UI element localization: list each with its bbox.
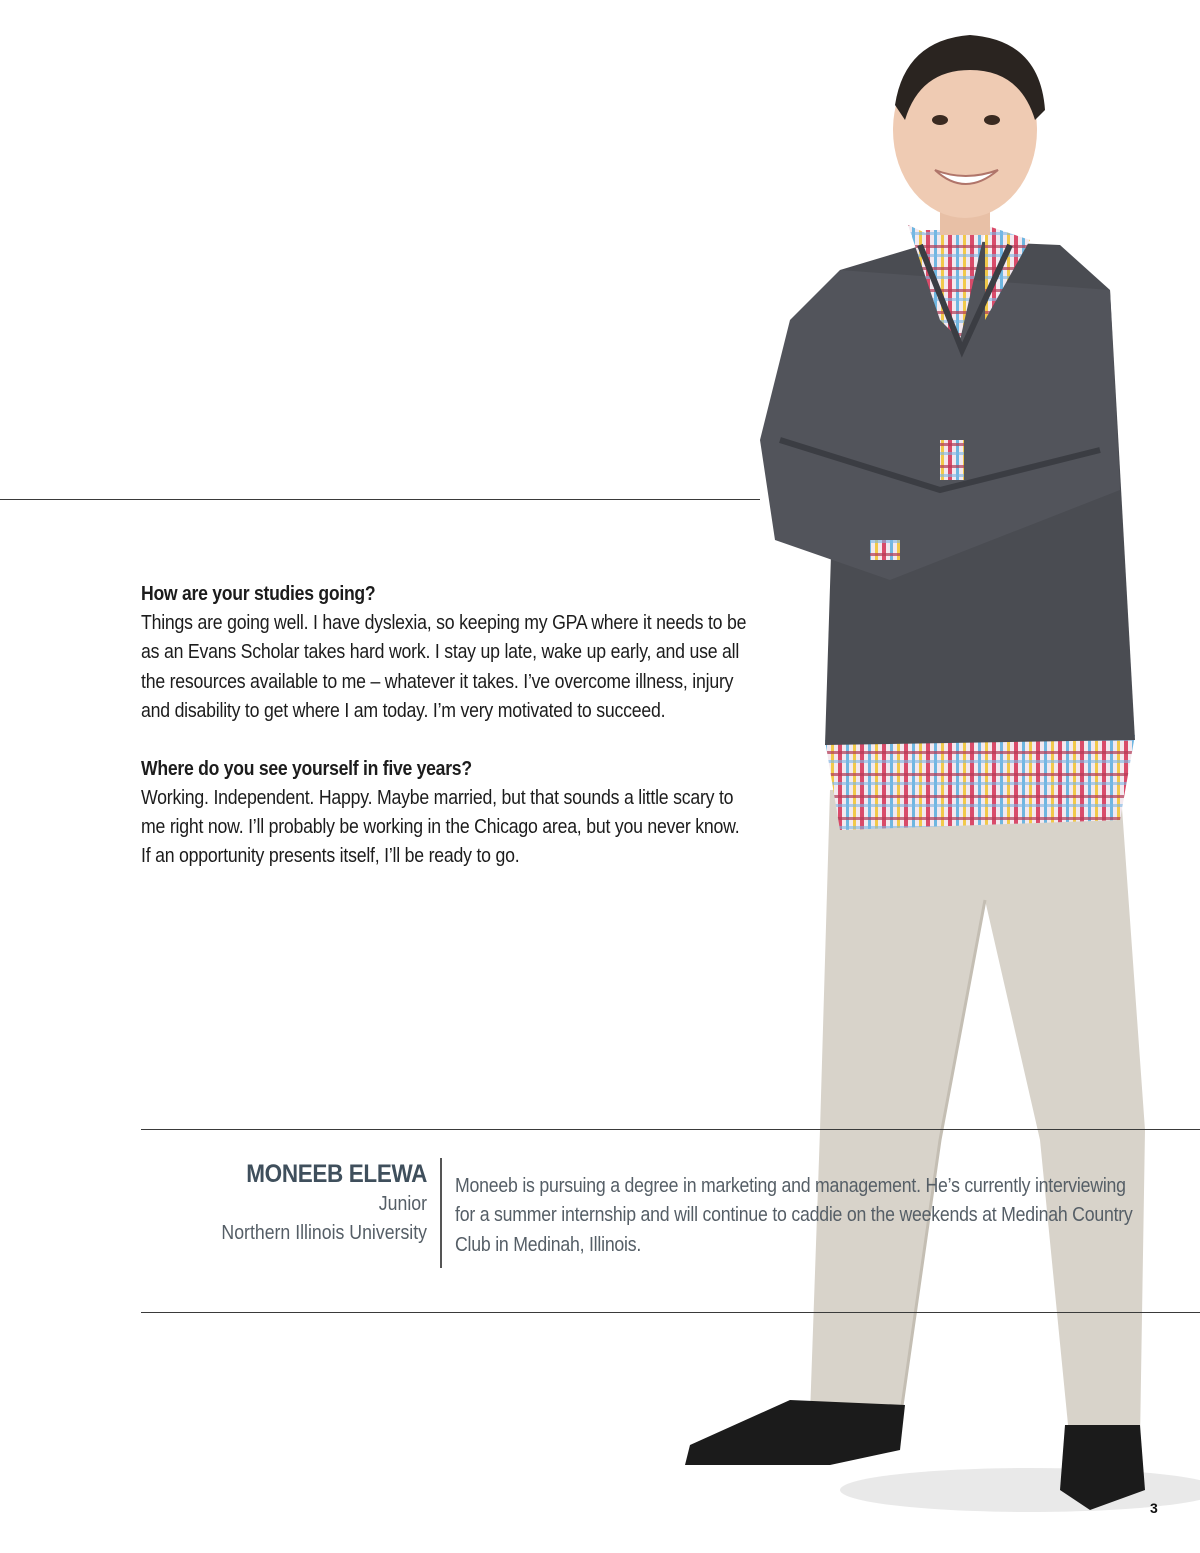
answer-text: Things are going well. I have dyslexia, so keeping my GPA where it needs to be as an Evans Scholar takes hard work. I stay up late, wake up early, and use all the resources available to me – whatever it takes. I’ve overcome illness, injury and disability to get where I am today. I’m very motivated to succeed. (141, 612, 747, 723)
answer-text: Working. Independent. Happy. Maybe married, but that sounds a little scary to me right now. I’ll probably be working in the Chicago area, but you never know. If an opportunity presents itself, I’ll be ready to go. (141, 786, 740, 868)
profile-top-rule (141, 1129, 1200, 1130)
profile-divider (440, 1158, 442, 1268)
profile-bottom-rule (141, 1312, 1200, 1313)
page-number: 3 (1150, 1500, 1158, 1516)
student-bio: Moneeb is pursuing a degree in marketing and management. He’s currently interviewing for a summer internship and will continue to caddie on the weekends at Medinah Country Club in Medinah, Illinois. (455, 1175, 1133, 1256)
student-name: MONEEB ELEWA (246, 1160, 427, 1188)
profile-block (141, 1158, 427, 1248)
question-heading: How are your studies going? (141, 583, 376, 605)
interview-section (141, 580, 753, 900)
top-rule (0, 499, 760, 500)
qa-block (141, 580, 753, 727)
question-heading: Where do you see yourself in five years? (141, 757, 472, 780)
student-year: Junior (378, 1193, 427, 1215)
student-school: Northern Illinois University (221, 1222, 427, 1244)
qa-block (141, 755, 753, 872)
